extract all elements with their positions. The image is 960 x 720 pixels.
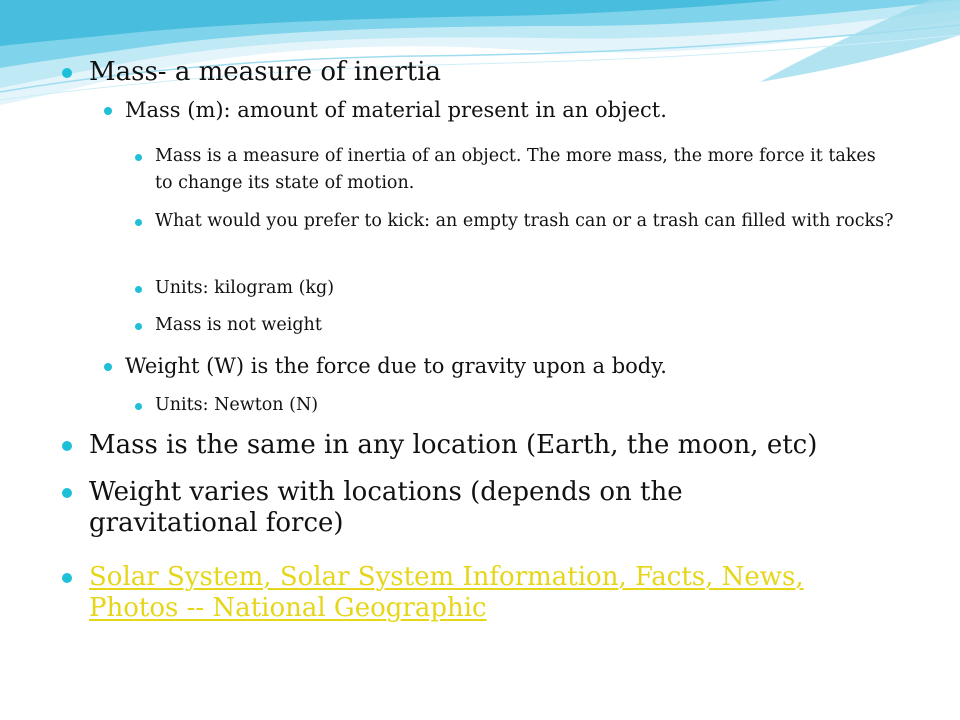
bullet-mass-definition: Mass (m): amount of material present in an object. xyxy=(125,97,925,123)
bullet-dot xyxy=(135,323,142,330)
bullet-dot xyxy=(62,488,72,498)
bullet-dot xyxy=(135,403,142,410)
bullet-dot xyxy=(62,573,72,583)
bullet-weight-definition: Weight (W) is the force due to gravity upon a body. xyxy=(125,353,925,379)
bullet-dot xyxy=(62,68,72,78)
bullet-dot xyxy=(135,286,142,293)
bullet-mass-not-weight: Mass is not weight xyxy=(155,312,895,339)
bullet-mass-same-location: Mass is the same in any location (Earth, the moon, etc) xyxy=(89,430,929,461)
national-geographic-link[interactable]: Solar System, Solar System Information, Facts, News, Photos -- National Geographic xyxy=(89,562,804,623)
bullet-dot xyxy=(104,363,112,371)
bullet-dot xyxy=(135,154,142,161)
bullet-kick-question: What would you prefer to kick: an empty trash can or a trash can filled with rocks? xyxy=(155,208,895,235)
bullet-dot xyxy=(104,107,112,115)
bullet-dot xyxy=(62,441,72,451)
bullet-weight-varies: Weight varies with locations (depends on the gravitational force) xyxy=(89,477,809,539)
bullet-national-geographic-link[interactable] xyxy=(89,562,889,624)
bullet-units-kilogram: Units: kilogram (kg) xyxy=(155,275,895,302)
bullet-dot xyxy=(135,219,142,226)
bullet-mass-measure-of-inertia: Mass- a measure of inertia xyxy=(89,57,909,88)
bullet-units-newton: Units: Newton (N) xyxy=(155,392,895,419)
bullet-mass-inertia-explanation: Mass is a measure of inertia of an object. The more mass, the more force it takes to change its state of motion. xyxy=(155,143,895,197)
